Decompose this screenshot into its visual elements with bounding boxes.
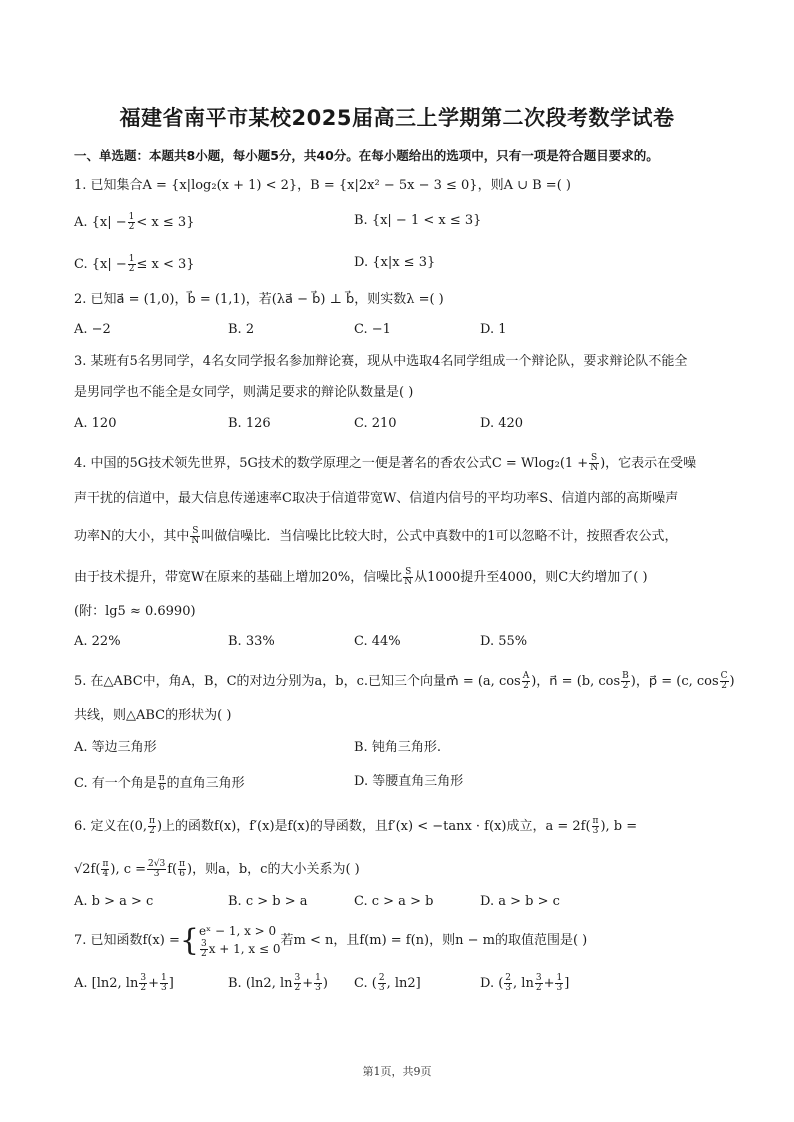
question-7-option-a: A. [ln2, ln $\frac{3}{2}$ + $\frac{1}{3}$ ] [74, 973, 174, 993]
fraction: $\frac{1}{3}$ [556, 973, 563, 993]
question-6-option-d: D. a > b > c [480, 894, 560, 909]
question-7-stem: 7. 已知函数f(x) ={ eˣ − 1, x > 0 $\frac{3}{2}$ x + 1, x ≤ 0 若m < n，且f(m) = f(n)，则n − m的取值范围是( ) [74, 922, 588, 959]
question-5-line-2: 共线，则△ABC的形状为( ) [74, 708, 232, 723]
question-7-option-d: D. ( $\frac{2}{3}$ , ln $\frac{3}{2}$ + $\frac{1}{3}$ ] [480, 973, 570, 993]
fraction: $\frac{1}{3}$ [160, 973, 167, 993]
fraction: $\frac{2}{3}$ [505, 973, 512, 993]
question-3-option-d: D. 420 [480, 416, 524, 431]
question-4-option-c: C. 44% [354, 634, 401, 649]
question-2-option-d: D. 1 [480, 322, 507, 337]
question-3-option-c: C. 210 [354, 416, 397, 431]
question-6-option-b: B. c > b > a [228, 894, 308, 909]
fraction: $\frac{3}{2}$ [294, 973, 301, 993]
question-7-option-c: C. ( $\frac{2}{3}$ , ln2] [354, 973, 421, 993]
question-2-stem: 2. 已知a⃗ = (1,0)，b⃗ = (1,1)，若(λa⃗ − b⃗) ⊥ b⃗，则实数λ =( ) [74, 292, 444, 307]
question-4-option-a: A. 22% [74, 634, 121, 649]
fraction: $\frac{\pi}{3}$ [592, 816, 599, 836]
question-4-line-4: 由于技术提升，带宽W在原来的基础上增加20%，信噪比 $\frac{S}{N}$ 从1000提升至4000，则C大约增加了( ) [74, 567, 648, 587]
page-title: 福建省南平市某校2025届高三上学期第二次段考数学试卷 [119, 106, 675, 130]
question-1-option-d: D. {x|x ≤ 3} [354, 255, 436, 270]
question-5-option-d: D. 等腰直角三角形 [354, 774, 464, 789]
fraction: $\frac{1}{2}$ [128, 254, 135, 274]
fraction: $\frac{3}{2}$ [140, 973, 147, 993]
question-4-option-b: B. 33% [228, 634, 275, 649]
fraction: $\frac{1}{2}$ [128, 212, 135, 232]
question-5-option-b: B. 钝角三角形. [354, 740, 441, 755]
question-4-line-3: 功率N的大小，其中 $\frac{S}{N}$ 叫做信噪比．当信噪比比较大时，公式中真数中的1可以忽略不计，按照香农公式， [74, 526, 678, 546]
piecewise-cases: eˣ − 1, x > 0 $\frac{3}{2}$ x + 1, x ≤ 0 [198, 924, 281, 959]
question-1-option-a: A. {x| − $\frac{1}{2}$ < x ≤ 3} [74, 212, 195, 232]
question-5-option-c: C. 有一个角是 $\frac{\pi}{6}$ 的直角三角形 [74, 773, 245, 793]
fraction: $\frac{2}{3}$ [378, 973, 385, 993]
fraction: $\frac{1}{3}$ [315, 973, 321, 993]
fraction: $\frac{2√3}{3}$ [148, 859, 166, 879]
question-1-option-c: C. {x| − $\frac{1}{2}$ ≤ x < 3} [74, 254, 195, 274]
fraction: $\frac{\pi}{4}$ [102, 859, 109, 879]
question-1-option-b: B. {x| − 1 < x ≤ 3} [354, 213, 482, 228]
question-6-option-a: A. b > a > c [74, 894, 154, 909]
question-2-option-a: A. −2 [74, 322, 111, 337]
question-6-option-c: C. c > a > b [354, 894, 434, 909]
fraction: $\frac{\pi}{6}$ [179, 859, 186, 879]
question-3-option-b: B. 126 [228, 416, 271, 431]
question-2-option-b: B. 2 [228, 322, 255, 337]
fraction: $\frac{\pi}{6}$ [158, 773, 165, 793]
fraction: $\frac{S}{N}$ [590, 453, 599, 473]
fraction: $\frac{C}{2}$ [720, 671, 728, 691]
fraction: $\frac{\pi}{2}$ [149, 816, 155, 836]
fraction: $\frac{3}{2}$ [200, 939, 207, 959]
question-4-line-1: 4. 中国的5G技术领先世界，5G技术的数学原理之一便是著名的香农公式C = Wlog₂(1 + $\frac{S}{N}$ )，它表示在受噪 [74, 453, 697, 473]
fraction: $\frac{S}{N}$ [404, 567, 413, 587]
question-4-note: (附：lg5 ≈ 0.6990) [74, 604, 196, 619]
fraction: $\frac{3}{2}$ [535, 973, 542, 993]
fraction: $\frac{S}{N}$ [191, 526, 200, 546]
question-6-line-1: 6. 定义在(0, $\frac{\pi}{2}$ )上的函数f(x)，f′(x)是f(x)的导函数，且f′(x) < −tanx · f(x)成立，a = 2f( $\frac{\pi}{3}$ ), b = [74, 816, 638, 836]
question-4-option-d: D. 55% [480, 634, 528, 649]
question-4-line-2: 声干扰的信道中，最大信息传递速率C取决于信道带宽W、信道内信号的平均功率S、信道内部的高斯噪声 [74, 491, 679, 506]
question-7-option-b: B. (ln2, ln $\frac{3}{2}$ + $\frac{1}{3}$ ) [228, 973, 328, 993]
question-5-option-a: A. 等边三角形 [74, 740, 157, 755]
question-3-stem-line-2: 是男同学也不能全是女同学，则满足要求的辩论队数量是( ) [74, 385, 414, 400]
fraction: $\frac{B}{2}$ [622, 671, 629, 691]
question-5-line-1: 5. 在△ABC中，角A，B，C的对边分别为a，b，c.已知三个向量m⃗ = (a, cos $\frac{A}{2}$ )，n⃗ = (b, cos $\frac{B}{2}$ )，p⃗ = (c, cos $\frac{C}{2}$ ) [74, 671, 735, 691]
section-heading-single-choice: 一、单选题：本题共8小题，每小题5分，共40分。在每小题给出的选项中，只有一项是符合题目要求的。 [74, 148, 659, 163]
question-3-option-a: A. 120 [74, 416, 117, 431]
left-brace-icon: { [179, 922, 199, 958]
question-1-stem: 1. 已知集合A = {x|log₂(x + 1) < 2}，B = {x|2x² − 5x − 3 ≤ 0}，则A ∪ B =( ) [74, 178, 571, 193]
question-2-option-c: C. −1 [354, 322, 391, 337]
page-footer: 第1页，共9页 [362, 1065, 432, 1078]
fraction: $\frac{A}{2}$ [522, 671, 530, 691]
question-6-line-2: √2f( $\frac{\pi}{4}$ ), c = $\frac{2√3}{3}$ f( $\frac{\pi}{6}$ )，则a，b，c的大小关系为( ) [74, 859, 360, 879]
question-3-stem-line-1: 3. 某班有5名男同学，4名女同学报名参加辩论赛，现从中选取4名同学组成一个辩论队，要求辩论队不能全 [74, 354, 688, 369]
